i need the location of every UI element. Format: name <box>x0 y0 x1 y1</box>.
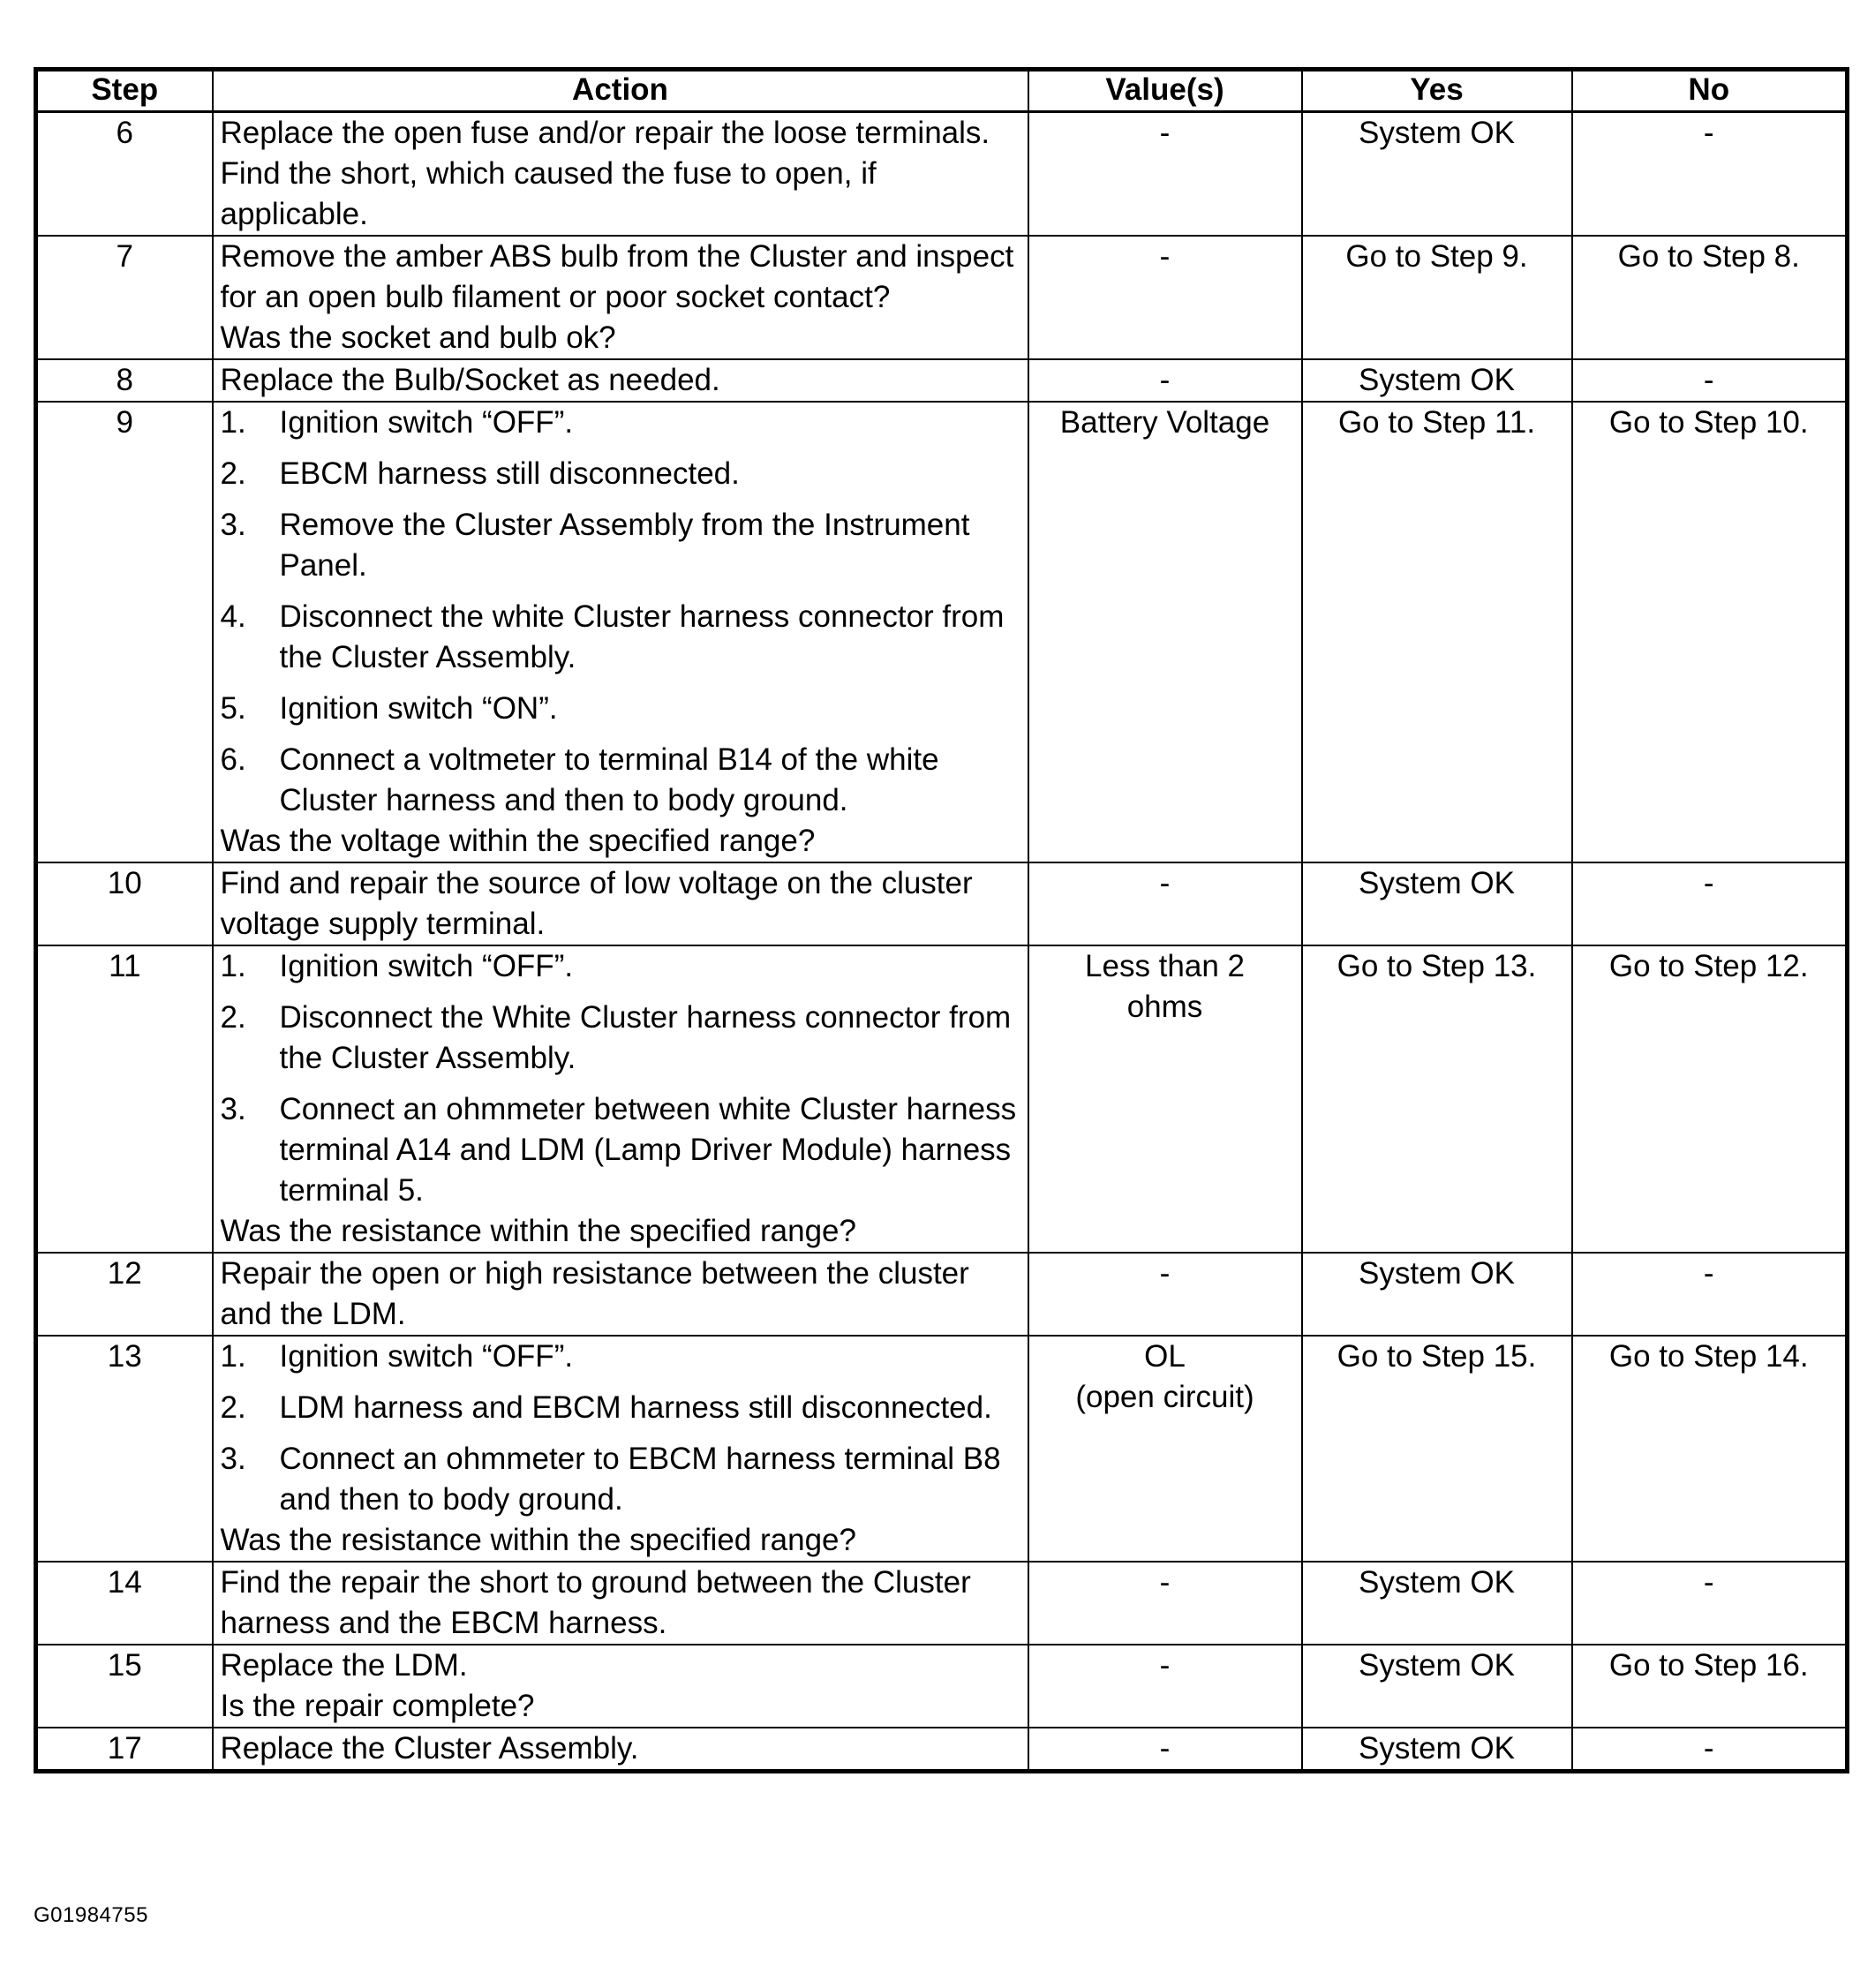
no-cell: Go to Step 10. <box>1572 402 1848 862</box>
no-cell: - <box>1572 1253 1848 1336</box>
procedure-step <box>221 403 1022 443</box>
no-cell: - <box>1572 862 1848 945</box>
procedure-step-text: Ignition switch “OFF”. <box>279 405 574 440</box>
value-cell <box>1028 1336 1302 1562</box>
yes-cell: System OK <box>1302 1645 1572 1728</box>
procedure-step-text: Connect an ohmmeter to EBCM harness terminal B8 and then to body ground. <box>279 1442 1001 1517</box>
table-row <box>36 945 1848 1253</box>
no-cell: Go to Step 14. <box>1572 1336 1848 1562</box>
action-cell <box>213 1562 1028 1645</box>
yes-cell: System OK <box>1302 1562 1572 1645</box>
action-cell <box>213 862 1028 945</box>
procedure-step-number: 4. <box>220 599 246 634</box>
procedure-step-number: 1. <box>220 949 246 983</box>
yes-cell: System OK <box>1302 359 1572 402</box>
action-text: Replace the Bulb/Socket as needed. <box>220 363 720 397</box>
procedure-step-number: 6. <box>220 742 246 777</box>
value-cell <box>1028 236 1302 359</box>
diagnostic-table <box>34 67 1849 1773</box>
action-cell <box>213 236 1028 359</box>
step-number-cell: 14 <box>36 1562 213 1645</box>
action-text: Replace the LDM. <box>220 1648 468 1683</box>
action-cell <box>213 945 1028 1253</box>
action-cell <box>213 359 1028 402</box>
value-text: - <box>1159 1256 1171 1291</box>
yes-cell: Go to Step 9. <box>1302 236 1572 359</box>
table-row <box>36 1645 1848 1728</box>
procedure-step-text: LDM harness and EBCM harness still disconnected. <box>279 1390 992 1425</box>
procedure-step <box>221 998 1022 1079</box>
procedure-step <box>221 740 1022 821</box>
value-text: Less than 2 <box>1085 949 1245 983</box>
step-number-cell: 11 <box>36 945 213 1253</box>
action-cell <box>213 1645 1028 1728</box>
value-text: - <box>1159 1731 1171 1766</box>
value-text: - <box>1159 1648 1171 1683</box>
step-number-cell: 12 <box>36 1253 213 1336</box>
action-cell <box>213 112 1028 237</box>
procedure-step-text: Disconnect the White Cluster harness connector from the Cluster Assembly. <box>279 1000 1012 1075</box>
procedure-step-text: Ignition switch “OFF”. <box>279 949 574 983</box>
yes-cell: Go to Step 15. <box>1302 1336 1572 1562</box>
value-text: - <box>1159 116 1171 150</box>
header-values: Value(s) <box>1028 70 1302 112</box>
procedure-steps-list <box>221 946 1022 1211</box>
procedure-step-number: 2. <box>220 456 246 491</box>
value-text: (open circuit) <box>1075 1380 1254 1414</box>
action-text: Remove the amber ABS bulb from the Cluster and inspect for an open bulb filament or poor socket contact? <box>220 239 1014 314</box>
value-cell <box>1028 1645 1302 1728</box>
check-question: Was the resistance within the specified range? <box>220 1214 856 1248</box>
step-number-cell: 10 <box>36 862 213 945</box>
value-cell <box>1028 359 1302 402</box>
procedure-step <box>221 597 1022 678</box>
procedure-step-number: 5. <box>220 691 246 726</box>
procedure-step <box>221 454 1022 494</box>
action-text: Find the repair the short to ground between the Cluster harness and the EBCM harness. <box>220 1565 971 1640</box>
table-row <box>36 402 1848 862</box>
action-text: Find and repair the source of low voltage on the cluster voltage supply terminal. <box>220 866 973 941</box>
procedure-step <box>221 946 1022 987</box>
table-row <box>36 1253 1848 1336</box>
action-cell <box>213 1253 1028 1336</box>
header-yes: Yes <box>1302 70 1572 112</box>
procedure-step-number: 2. <box>220 1390 246 1425</box>
table-row <box>36 862 1848 945</box>
step-number-cell: 7 <box>36 236 213 359</box>
step-number-cell: 9 <box>36 402 213 862</box>
table-row <box>36 359 1848 402</box>
value-cell <box>1028 112 1302 237</box>
action-cell <box>213 1728 1028 1772</box>
value-text: - <box>1159 363 1171 397</box>
action-text: Replace the open fuse and/or repair the loose terminals. <box>220 116 990 150</box>
value-cell <box>1028 945 1302 1253</box>
no-cell: - <box>1572 1728 1848 1772</box>
no-cell: Go to Step 8. <box>1572 236 1848 359</box>
no-cell: Go to Step 16. <box>1572 1645 1848 1728</box>
value-cell <box>1028 1728 1302 1772</box>
procedure-step-number: 3. <box>220 1092 246 1126</box>
action-text: Find the short, which caused the fuse to open, if applicable. <box>220 156 877 231</box>
no-cell: - <box>1572 359 1848 402</box>
action-text: Was the socket and bulb ok? <box>220 320 616 355</box>
table-row <box>36 1336 1848 1562</box>
procedure-step <box>221 1089 1022 1211</box>
table-row <box>36 1562 1848 1645</box>
procedure-step-text: Disconnect the white Cluster harness connector from the Cluster Assembly. <box>279 599 1005 674</box>
value-text: - <box>1159 866 1171 900</box>
yes-cell: System OK <box>1302 112 1572 237</box>
procedure-step-number: 1. <box>220 405 246 440</box>
value-cell <box>1028 402 1302 862</box>
header-step: Step <box>36 70 213 112</box>
procedure-step-number: 3. <box>220 508 246 542</box>
yes-cell: System OK <box>1302 1728 1572 1772</box>
value-text: ohms <box>1126 990 1203 1024</box>
value-cell <box>1028 1562 1302 1645</box>
procedure-step-text: Connect a voltmeter to terminal B14 of the white Cluster harness and then to body ground. <box>279 742 939 817</box>
table-header-row <box>36 70 1848 112</box>
value-cell <box>1028 862 1302 945</box>
procedure-step-number: 2. <box>220 1000 246 1035</box>
value-text: Battery Voltage <box>1059 405 1270 440</box>
table-row <box>36 236 1848 359</box>
step-number-cell: 13 <box>36 1336 213 1562</box>
yes-cell: Go to Step 11. <box>1302 402 1572 862</box>
procedure-steps-list <box>221 1337 1022 1520</box>
value-text: - <box>1159 1565 1171 1600</box>
procedure-step <box>221 689 1022 729</box>
action-cell <box>213 1336 1028 1562</box>
step-number-cell: 15 <box>36 1645 213 1728</box>
figure-code: G01984755 <box>34 1903 148 1927</box>
action-text: Repair the open or high resistance between the cluster and the LDM. <box>220 1256 969 1331</box>
procedure-step-number: 1. <box>220 1339 246 1374</box>
value-text: OL <box>1144 1339 1186 1374</box>
procedure-step-text: EBCM harness still disconnected. <box>279 456 740 491</box>
table-row <box>36 112 1848 237</box>
procedure-step <box>221 1337 1022 1377</box>
procedure-step-number: 3. <box>220 1442 246 1476</box>
header-no: No <box>1572 70 1848 112</box>
procedure-step-text: Ignition switch “OFF”. <box>279 1339 574 1374</box>
table-body <box>36 112 1848 1772</box>
procedure-step-text: Remove the Cluster Assembly from the Instrument Panel. <box>279 508 970 583</box>
check-question: Was the resistance within the specified range? <box>220 1523 856 1557</box>
yes-cell: System OK <box>1302 862 1572 945</box>
action-text: Is the repair complete? <box>220 1689 535 1723</box>
header-action: Action <box>213 70 1028 112</box>
no-cell: - <box>1572 1562 1848 1645</box>
procedure-step-text: Ignition switch “ON”. <box>279 691 558 726</box>
step-number-cell: 17 <box>36 1728 213 1772</box>
procedure-step <box>221 1388 1022 1428</box>
no-cell: Go to Step 12. <box>1572 945 1848 1253</box>
action-cell <box>213 402 1028 862</box>
step-number-cell: 6 <box>36 112 213 237</box>
value-cell <box>1028 1253 1302 1336</box>
table-row <box>36 1728 1848 1772</box>
value-text: - <box>1159 239 1171 274</box>
yes-cell: System OK <box>1302 1253 1572 1336</box>
procedure-step <box>221 1439 1022 1520</box>
procedure-step-text: Connect an ohmmeter between white Cluster harness terminal A14 and LDM (Lamp Driver Module) harness terminal 5. <box>279 1092 1017 1208</box>
step-number-cell: 8 <box>36 359 213 402</box>
check-question: Was the voltage within the specified range? <box>220 824 816 858</box>
action-text: Replace the Cluster Assembly. <box>220 1731 639 1766</box>
procedure-step <box>221 505 1022 586</box>
procedure-steps-list <box>221 403 1022 821</box>
no-cell: - <box>1572 112 1848 237</box>
yes-cell: Go to Step 13. <box>1302 945 1572 1253</box>
